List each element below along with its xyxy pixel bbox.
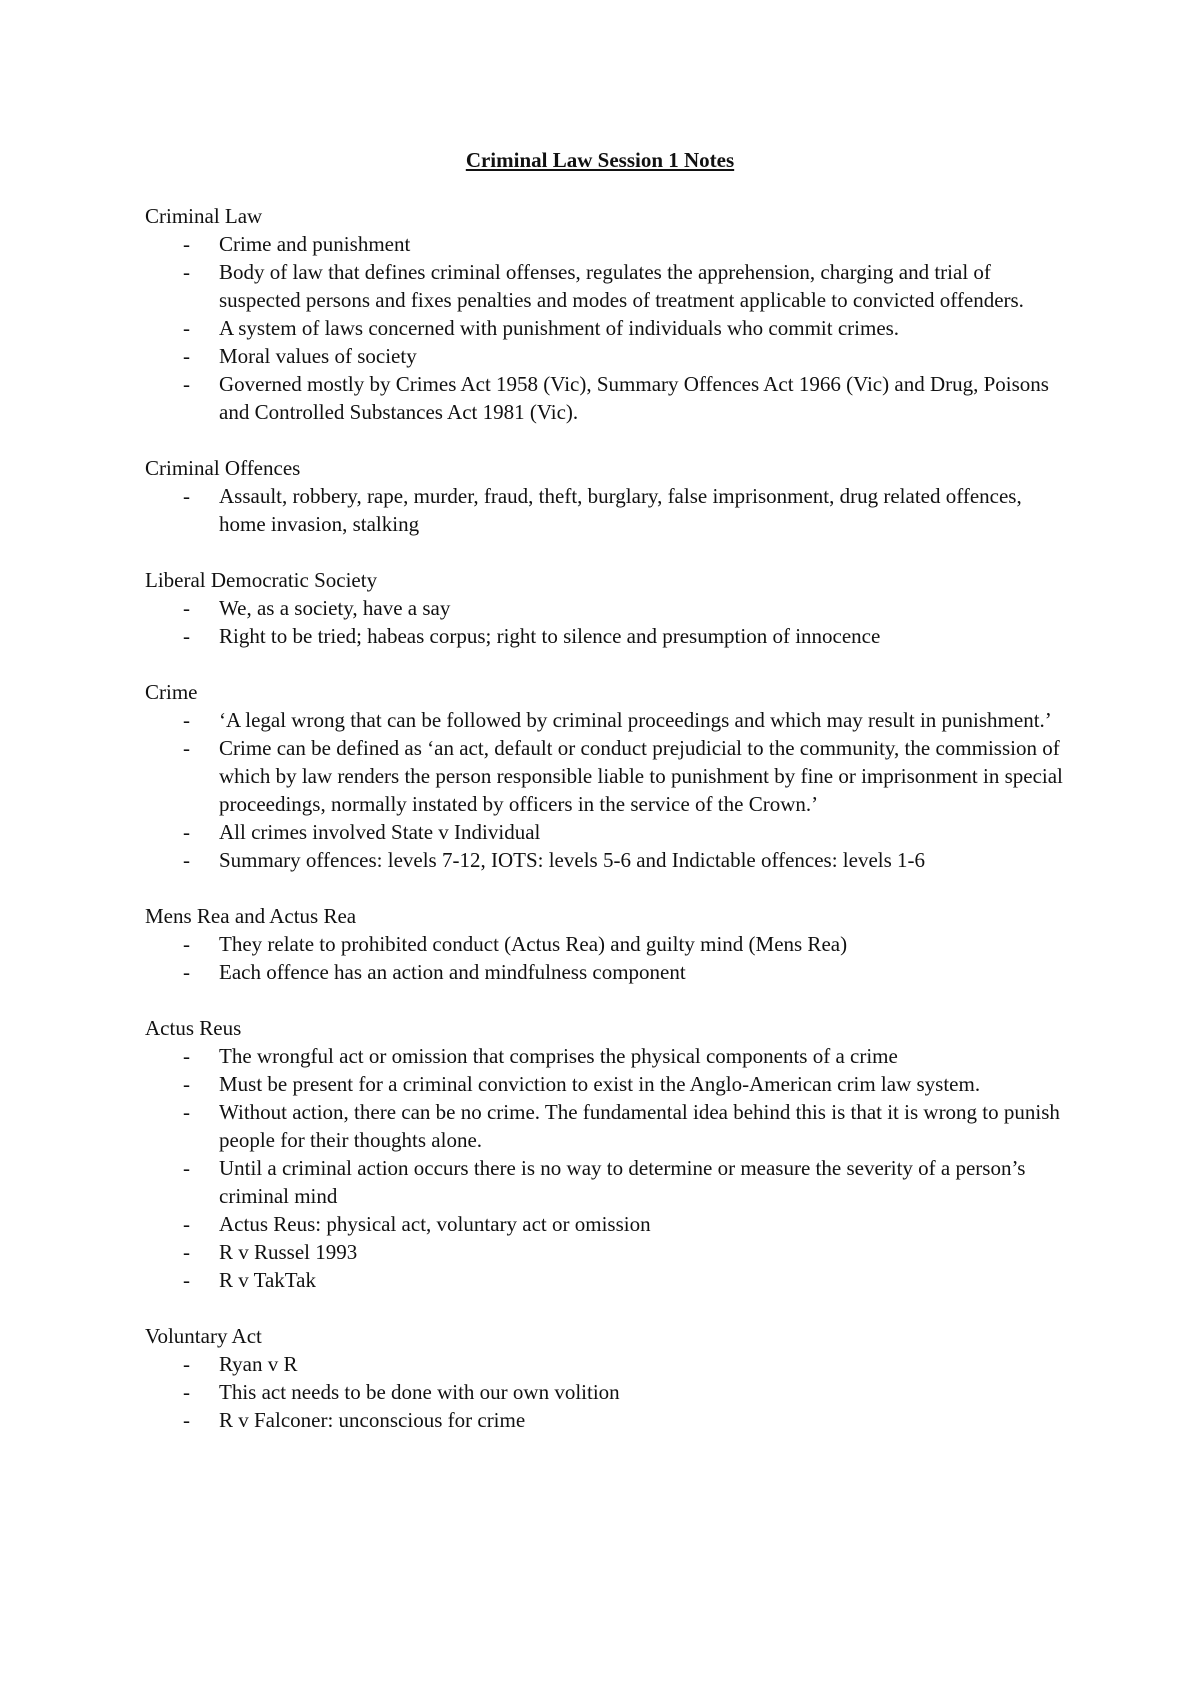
bullet-dash: - <box>183 344 190 368</box>
list-item-text: R v Falconer: unconscious for crime <box>219 1408 526 1432</box>
bullet-dash: - <box>183 596 190 620</box>
bullet-dash: - <box>183 1212 190 1236</box>
bullet-dash: - <box>183 736 190 760</box>
list-item <box>145 1042 1065 1070</box>
section-crime <box>145 678 1065 874</box>
section-voluntary-act <box>145 1322 1065 1434</box>
list-item <box>145 1406 1065 1434</box>
list-item <box>145 370 1065 426</box>
bullet-dash: - <box>183 372 190 396</box>
bullet-dash: - <box>183 848 190 872</box>
bullet-dash: - <box>183 232 190 256</box>
list-item <box>145 1154 1065 1210</box>
bullet-dash: - <box>183 708 190 732</box>
list-item-text: Must be present for a criminal conviction to exist in the Anglo-American crim law system. <box>219 1072 981 1096</box>
list-item-text: Summary offences: levels 7-12, IOTS: levels 5-6 and Indictable offences: levels 1-6 <box>219 848 926 872</box>
section-heading: Voluntary Act <box>145 1324 262 1348</box>
list-item-text: Body of law that defines criminal offenses, regulates the apprehension, charging and trial of suspected persons and fixes penalties and modes of treatment applicable to convicted offenders. <box>219 260 1024 312</box>
bullet-dash: - <box>183 1072 190 1096</box>
list-item-text: R v Russel 1993 <box>219 1240 358 1264</box>
section-heading: Crime <box>145 680 198 704</box>
section-criminal-law <box>145 202 1065 426</box>
bullet-dash: - <box>183 1408 190 1432</box>
bullet-dash: - <box>183 960 190 984</box>
list-item <box>145 818 1065 846</box>
list-item-text: This act needs to be done with our own volition <box>219 1380 620 1404</box>
list-item-text: A system of laws concerned with punishment of individuals who commit crimes. <box>219 316 900 340</box>
list-item-text: They relate to prohibited conduct (Actus Rea) and guilty mind (Mens Rea) <box>219 932 848 956</box>
bullet-dash: - <box>183 260 190 284</box>
list-item <box>145 930 1065 958</box>
bullet-dash: - <box>183 820 190 844</box>
list-item-text: R v TakTak <box>219 1268 316 1292</box>
section-liberal-democratic-society <box>145 566 1065 650</box>
list-item <box>145 734 1065 818</box>
bullet-dash: - <box>183 932 190 956</box>
section-heading: Criminal Law <box>145 204 263 228</box>
list-item <box>145 1210 1065 1238</box>
section-mens-rea-and-actus-rea <box>145 902 1065 986</box>
bullet-dash: - <box>183 1352 190 1376</box>
list-item-text: Crime can be defined as ‘an act, default or conduct prejudicial to the community, the commission of which by law renders the person responsible liable to punishment by fine or imprisonment in special proceedings, normally instated by officers in the service of the Crown.’ <box>219 736 1063 816</box>
list-item <box>145 1098 1065 1154</box>
bullet-dash: - <box>183 484 190 508</box>
bullet-dash: - <box>183 624 190 648</box>
bullet-dash: - <box>183 1044 190 1068</box>
bullet-dash: - <box>183 1100 190 1124</box>
list-item <box>145 958 1065 986</box>
section-heading: Criminal Offences <box>145 456 301 480</box>
list-item-text: Right to be tried; habeas corpus; right to silence and presumption of innocence <box>219 624 881 648</box>
section-heading: Actus Reus <box>145 1016 242 1040</box>
list-item <box>145 594 1065 622</box>
notes-body <box>145 202 1065 1462</box>
list-item <box>145 342 1065 370</box>
bullet-list <box>145 1042 1065 1294</box>
bullet-list <box>145 930 1065 986</box>
section-heading: Mens Rea and Actus Rea <box>145 904 357 928</box>
bullet-dash: - <box>183 316 190 340</box>
bullet-list <box>145 482 1065 538</box>
list-item <box>145 1266 1065 1294</box>
list-item <box>145 230 1065 258</box>
bullet-list <box>145 594 1065 650</box>
list-item <box>145 706 1065 734</box>
bullet-dash: - <box>183 1156 190 1180</box>
bullet-list <box>145 706 1065 874</box>
list-item-text: Actus Reus: physical act, voluntary act or omission <box>219 1212 651 1236</box>
list-item <box>145 1238 1065 1266</box>
page-title: Criminal Law Session 1 Notes <box>465 148 735 172</box>
list-item-text: Crime and punishment <box>219 232 411 256</box>
list-item <box>145 1070 1065 1098</box>
list-item <box>145 1350 1065 1378</box>
list-item-text: We, as a society, have a say <box>219 596 451 620</box>
list-item <box>145 1378 1065 1406</box>
list-item-text: Without action, there can be no crime. The fundamental idea behind this is that it is wrong to punish people for their thoughts alone. <box>219 1100 1060 1152</box>
list-item-text: The wrongful act or omission that comprises the physical components of a crime <box>219 1044 898 1068</box>
list-item-text: Until a criminal action occurs there is no way to determine or measure the severity of a person’s criminal mind <box>219 1156 1026 1208</box>
list-item-text: Each offence has an action and mindfulness component <box>219 960 686 984</box>
list-item <box>145 622 1065 650</box>
section-criminal-offences <box>145 454 1065 538</box>
list-item-text: Assault, robbery, rape, murder, fraud, theft, burglary, false imprisonment, drug related offences, home invasion, stalking <box>219 484 1022 536</box>
list-item-text: Moral values of society <box>219 344 417 368</box>
list-item-text: All crimes involved State v Individual <box>219 820 541 844</box>
list-item-text: Governed mostly by Crimes Act 1958 (Vic), Summary Offences Act 1966 (Vic) and Drug, Poisons and Controlled Substances Act 1981 (Vic). <box>219 372 1049 424</box>
bullet-dash: - <box>183 1240 190 1264</box>
list-item <box>145 482 1065 538</box>
bullet-list <box>145 1350 1065 1434</box>
section-heading: Liberal Democratic Society <box>145 568 378 592</box>
bullet-dash: - <box>183 1380 190 1404</box>
list-item-text: ‘A legal wrong that can be followed by criminal proceedings and which may result in punishment.’ <box>219 708 1052 732</box>
list-item-text: Ryan v R <box>219 1352 298 1376</box>
list-item <box>145 314 1065 342</box>
list-item <box>145 846 1065 874</box>
bullet-list <box>145 230 1065 426</box>
section-actus-reus <box>145 1014 1065 1294</box>
bullet-dash: - <box>183 1268 190 1292</box>
list-item <box>145 258 1065 314</box>
